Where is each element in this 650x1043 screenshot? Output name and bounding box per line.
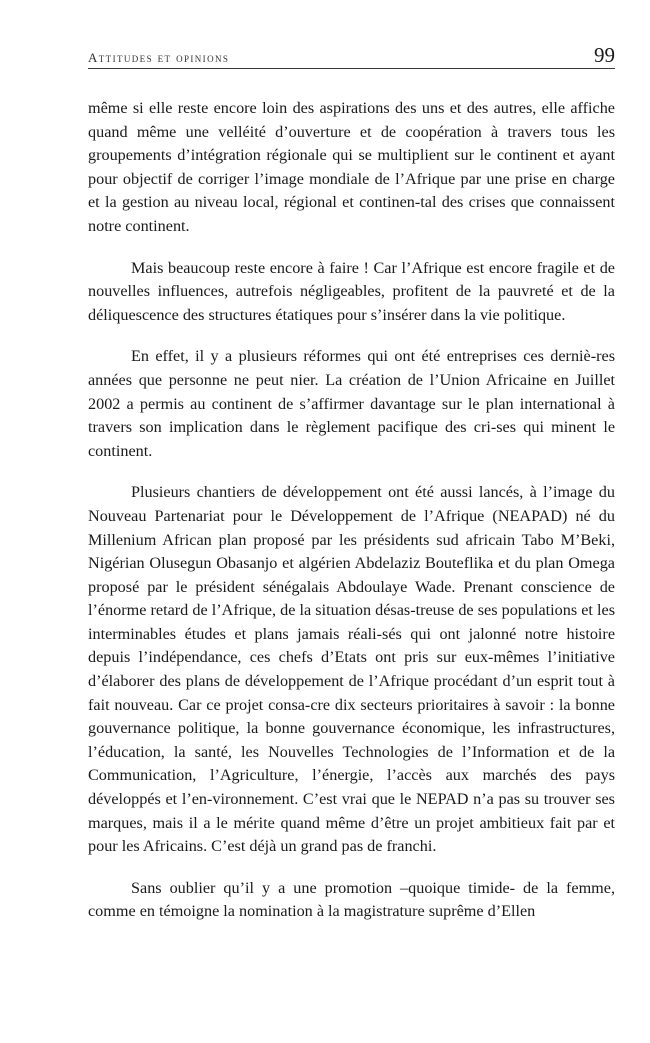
body-text [88, 97, 615, 924]
running-head: Attitudes et opinions [88, 50, 230, 65]
paragraph-4: Plusieurs chantiers de développement ont été aussi lancés, à l’image du Nouveau Partenariat pour le Développement de l’Afrique (NEAPAD) né du Millenium African plan proposé par les présidents sud africain Tabo M’Beki, Nigérian Olusegun Obasanjo et algérien Abdelaziz Bouteflika et du plan Omega proposé par le président sénégalais Abdoulaye Wade. Prenant conscience de l’énorme retard de l’Afrique, de la situation désas-treuse de ses populations et les interminables études et plans jamais réali-sés qui ont jalonné notre histoire depuis l’indépendance, ces chefs d’Etats ont pris sur eux-mêmes l’initiative d’élaborer des plans de développement de l’Afrique procédant d’un esprit tout à fait nouveau. Car ce projet consa-cre dix secteurs prioritaires à savoir : la bonne gouvernance politique, la bonne gouvernance économique, les infrastructures, l’éducation, la santé, les Nouvelles Technologies de l’Information et de la Communication, l’Agriculture, l’énergie, l’accès aux marchés des pays développés et l’en-vironnement. C’est vrai que le NEPAD n’a pas su trouver ses marques, mais il a le mérite quand même d’être un projet ambitieux fait par et pour les Africains. C’est déjà un grand pas de franchi. [88, 483, 615, 856]
paragraph-2: Mais beaucoup reste encore à faire ! Car l’Afrique est encore fragile et de nouvelles influences, autrefois négligeables, profitent de la pauvreté et de la déliquescence des structures étatiques pour s’insérer dans la vie politique. [88, 258, 615, 324]
paragraph-3: En effet, il y a plusieurs réformes qui ont été entreprises ces derniè-res années que personne ne peut nier. La création de l’Union Africaine en Juillet 2002 a permis au continent de s’affirmer davantage sur le plan international à travers son implication dans le règlement pacifique des cri-ses qui minent le continent. [88, 347, 615, 460]
header-rule [88, 68, 615, 69]
page-header [88, 40, 615, 70]
page-number: 99 [594, 43, 615, 67]
paragraph-5: Sans oublier qu’il y a une promotion –quoique timide- de la femme, comme en témoigne la nomination à la magistrature suprême d’Ellen [88, 878, 615, 921]
paragraph-1: même si elle reste encore loin des aspirations des uns et des autres, elle affiche quand même une velléité d’ouverture et de coopération à travers tous les groupements d’intégration régionale qui se multiplient sur le continent et ayant pour objectif de corriger l’image mondiale de l’Afrique par une prise en charge et la gestion au niveau local, régional et continen-tal des crises que connaissent notre continent. [88, 99, 615, 235]
